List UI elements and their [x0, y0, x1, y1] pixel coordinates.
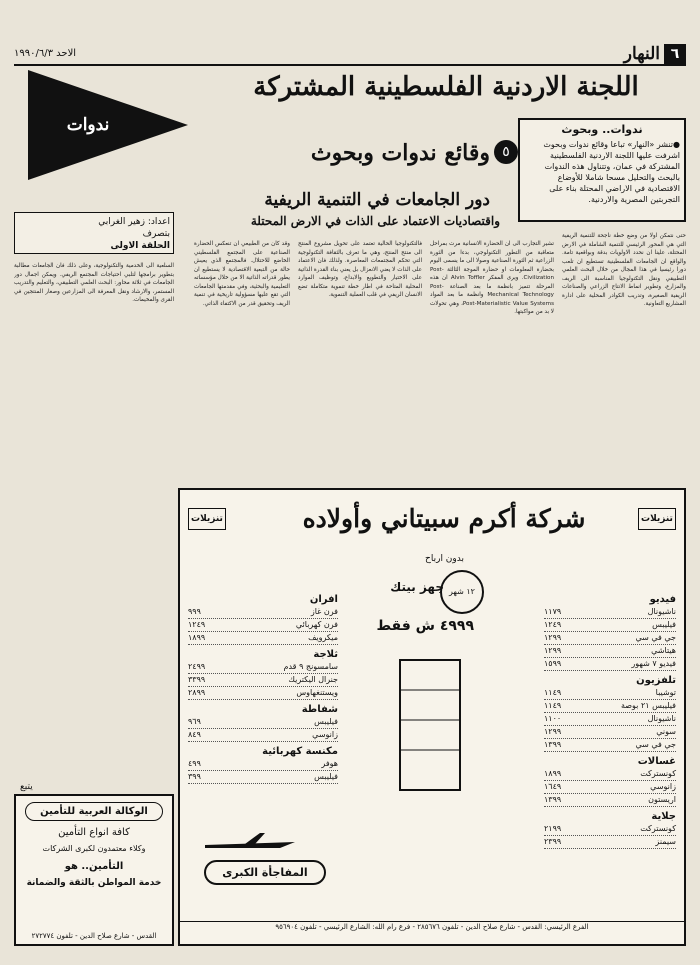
- price-item-value: ١٢٤٩: [544, 620, 562, 629]
- price-row: [188, 632, 338, 645]
- price-row: [188, 716, 338, 729]
- price-list-left: [188, 590, 338, 784]
- price-item-name: هوفر: [321, 759, 338, 768]
- price-item-value: ١٣٩٩: [544, 740, 562, 749]
- insurance-line4: خدمة المواطن بالثقة والضمانة: [26, 878, 162, 888]
- article-column-5: السلعية الى الخدمية والتكنولوجية، وعلى ذلك فان الجامعات مطالبة بتطوير برامجها لتلبي احتياجات المجتمع الريفي. ويمكن اجمال دور الجامعات في ثلاثة محاور: البحث العلمي التطبيقي، والتعليم والتدريب المستمر، والارشاد ونقل المعرفة الى المزارعين وصغار المنتجين في القرى والمخيمات.: [14, 263, 174, 303]
- price-item-name: فيليبس: [314, 717, 338, 726]
- ad-footer: الفرع الرئيسي: القدس - شارع صلاح الدين - تلفون ٢٨٥٦٧٦ - فرع رام الله: الشارع الرئيسي - تلفون ٩٥٦٩٠٤: [180, 921, 684, 944]
- price-row: [544, 606, 676, 619]
- price-item-value: ١١٧٩: [544, 607, 562, 616]
- price-item-value: ٣٩٩: [188, 772, 201, 781]
- price-row: [544, 687, 676, 700]
- insurance-title: الوكالة العربية للتأمين: [25, 802, 163, 821]
- price-row: [544, 700, 676, 713]
- price-row: [544, 781, 676, 794]
- price-item-name: فيليبس ٢١ بوصة: [620, 701, 676, 710]
- paper-name: النهار: [623, 44, 660, 64]
- insurance-line2: وكلاء معتمدون لكبرى الشركات: [42, 844, 146, 853]
- price-row: [188, 606, 338, 619]
- byline: [14, 212, 174, 254]
- price-item-name: فيليبس: [314, 772, 338, 781]
- price-item-value: ١٨٩٩: [188, 633, 206, 642]
- ad-company-name: شركة أكرم سبيتاني وأولاده: [302, 504, 586, 533]
- price-item-name: هيتاشي: [651, 646, 676, 655]
- insurance-line3: التأمين.. هو: [64, 861, 124, 872]
- series-subhead: وقائع ندوات وبحوث: [310, 140, 490, 166]
- price-row: [544, 713, 676, 726]
- intro-box-title: ندوات.. وبحوث: [561, 123, 643, 136]
- issue-date: الاحد ١٩٩٠/٦/٣: [14, 48, 77, 59]
- price-row: [188, 674, 338, 687]
- price-row: [188, 729, 338, 742]
- category-video: فيديو: [649, 594, 676, 605]
- category-dishwasher: جلاية: [651, 811, 676, 822]
- price-item-value: ١١٤٩: [544, 688, 562, 697]
- price-item-name: سوني: [656, 727, 676, 736]
- price-row: [544, 794, 676, 807]
- sale-badge-right: تنزيلات: [638, 508, 676, 530]
- price-item-name: زانوسي: [312, 730, 338, 739]
- price-item-value: ١٢٩٩: [544, 633, 562, 642]
- price-row: [544, 619, 676, 632]
- price-item-name: كونستركت: [640, 824, 676, 833]
- price-row: [188, 619, 338, 632]
- price-item-value: ٩٩٩: [188, 607, 201, 616]
- intro-box: [518, 118, 686, 222]
- article-column-1: حتى نتمكن اولا من وضع خطة ناجحة للتنمية الريفية التي هي المحور الرئيسي للتنمية الشاملة في الارض المحتلة، علينا ان نحدد الاولويات بدقة وبواقعية تامة. والواقع ان الجامعات الفلسطينية تستطيع ان تلعب دورا رئيسيا في هذا المجال من خلال البحث العلمي التطبيقي ونقل التكنولوجيا المناسبة الى الريف والمزارع، وتطوير انماط الانتاج الزراعي والصناعات الريفية الصغيرة، وتدريب الكوادر المحلية على ادارة المشاريع التعاونية.: [562, 233, 686, 307]
- price-item-name: جنرال اليكتريك: [288, 675, 338, 684]
- big-surprise: المفاجأة الكبرى: [204, 860, 326, 885]
- category-ovens: افران: [309, 594, 338, 605]
- byline-part: الحلقة الاولى: [110, 241, 170, 251]
- price-row: [544, 658, 676, 671]
- price-item-value: ٢٣٩٩: [544, 837, 562, 846]
- price-item-value: ٢٨٩٩: [188, 688, 206, 697]
- price-item-value: ١٣٩٩: [544, 795, 562, 804]
- masthead: [14, 44, 686, 66]
- price-item-value: ١١٠٠: [544, 714, 562, 723]
- price-list-right: [544, 590, 676, 849]
- price-item-name: جي في سي: [635, 740, 676, 749]
- price-item-value: ٨٤٩: [188, 730, 201, 739]
- price-item-name: فيديو ٧ شهور: [631, 659, 676, 668]
- insurance-advertisement: [14, 794, 174, 946]
- sale-badge-left: تنزيلات: [188, 508, 226, 530]
- insurance-line1: كافة انواع التأمين: [58, 827, 130, 838]
- price-item-name: كونستركت: [640, 769, 676, 778]
- article-subtitle: واقتصاديات الاعتماد على الذات في الارض المحتلة: [250, 214, 500, 228]
- offer-circle: ١٢ شهر: [440, 570, 484, 614]
- price-row: [188, 687, 338, 700]
- price-item-name: ويستنغهاوس: [296, 688, 338, 697]
- price-item-value: ١٢٩٩: [544, 727, 562, 736]
- price-item-value: ٣٣٩٩: [188, 675, 206, 684]
- price-row: [188, 771, 338, 784]
- price-item-name: زانوسي: [650, 782, 676, 791]
- price-row: [544, 739, 676, 752]
- price-item-value: ١٢٤٩: [188, 620, 206, 629]
- price-row: [188, 661, 338, 674]
- price-item-value: ٩٦٩: [188, 717, 201, 726]
- price-item-name: ميكرويف: [308, 633, 338, 642]
- article-column-3: فالتكنولوجيا الحالية تعتمد على تحويل مشروع المنتج الى منتج المنتج، وهي ما تعرف بالثقافة التكنولوجية التي تحكم المجتمعات المعاصرة. ولذلك فان الاعتماد على الذات لا يعني الانعزال بل يعني بناء القدرة الذاتية على الاختيار والتطويع والابداع، وتوظيف الموارد المحلية المتاحة في اطار خطة تنموية متكاملة تضع الانسان الريفي في قلب العملية التنموية.: [298, 241, 422, 298]
- offer-top: بدون ارباح: [425, 554, 464, 564]
- price-item-name: سامسونج ٩ قدم: [283, 662, 338, 671]
- price-item-value: ١٦٤٩: [544, 782, 562, 791]
- price-item-name: فرن غاز: [310, 607, 338, 616]
- category-tv: تلفزيون: [636, 675, 676, 686]
- offer-note: جهز بيتك: [390, 580, 444, 594]
- airplane-icon: [200, 830, 300, 860]
- continued-label: يتبع: [20, 782, 33, 792]
- price-item-name: جي في سي: [635, 633, 676, 642]
- price-item-value: ١٥٩٩: [544, 659, 562, 668]
- price-item-name: فرن كهربائي: [295, 620, 338, 629]
- price-row: [544, 632, 676, 645]
- series-number: ٥: [494, 140, 518, 164]
- price-item-name: سيمنز: [655, 837, 676, 846]
- category-fridges: ثلاجة: [313, 649, 338, 660]
- price-item-value: ١٢٩٩: [544, 646, 562, 655]
- price-row: [188, 758, 338, 771]
- page-number: ٦: [664, 44, 686, 64]
- price-item-value: ٤٩٩: [188, 759, 201, 768]
- byline-note: بتصرف: [142, 229, 170, 239]
- price-item-name: اريستون: [648, 795, 676, 804]
- price-item-name: ناشيونال: [647, 714, 676, 723]
- article-column-2: تشير التجارب الى ان الحضارة الانسانية مرت بمراحل متعاقبة من التطور التكنولوجي، بدءا من الثورة الزراعية ثم الثورة الصناعية وصولا الى ما يسمى اليوم بحضارة المعلومات او حضارة الموجة الثالثة Post-Civilization. ويرى المفكر Alvin Toffler ان هذه المرحلة تتميز بانظمة ما بعد الصناعة Post-Mechanical Technology وانظمة ما بعد المواد Post-Materialistic Value Systems، وهي تحولات لا بد من مواكبتها.: [430, 241, 554, 315]
- price-item-value: ١٨٩٩: [544, 769, 562, 778]
- price-item-name: ناشيونال: [647, 607, 676, 616]
- offer-price: ٤٩٩٩ ش فقط: [376, 618, 474, 634]
- intro-box-text: ●تنشر «النهار» تباعا وقائع ندوات وبحوث اشرفت عليها اللجنة الاردنية الفلسطينية المشتركة في عمان، وتتناول هذه الندوات بالبحث والتحليل مسحا شاملا للأوضاع الاقتصادية في الاراضي المحتلة بناء على التجربتين المصرية والاردنية.: [543, 140, 680, 204]
- section-arrow-icon: [28, 70, 188, 180]
- price-item-name: توشيبا: [655, 688, 676, 697]
- price-item-value: ٢٤٩٩: [188, 662, 206, 671]
- section-label: ندوات: [66, 115, 110, 135]
- mannequin-illustration-icon: [370, 650, 490, 810]
- price-row: [544, 645, 676, 658]
- insurance-footer: القدس - شارع صلاح الدين - تلفون ٢٧٢٧٧٤: [31, 932, 157, 940]
- article-column-4: وقد كان من الطبيعي ان تنعكس الحضارة الصناعية على المجتمع الفلسطيني الخاضع للاحتلال. فالمجتمع الذي يعيش حالة من التبعية الاقتصادية لا يستطيع ان يطور قدراته الذاتية الا من خلال مؤسساته التعليمية والبحثية، وفي مقدمتها الجامعات التي تقع عليها مسؤولية تاريخية في تنمية الريف وتحقيق قدر من الاكتفاء الذاتي.: [194, 241, 290, 307]
- category-hoods: شفاطة: [301, 704, 338, 715]
- main-headline: اللجنة الاردنية الفلسطينية المشتركة: [253, 72, 639, 102]
- article-title: دور الجامعات في التنمية الريفية: [264, 190, 490, 210]
- byline-author: اعداد: زهير الغرابي: [98, 217, 170, 227]
- price-item-name: فيليبس: [652, 620, 676, 629]
- category-washers: غسالات: [637, 756, 676, 767]
- category-vacuum: مكنسة كهربائية: [262, 746, 338, 757]
- price-row: [544, 726, 676, 739]
- price-row: [544, 823, 676, 836]
- price-row: [544, 768, 676, 781]
- price-row: [544, 836, 676, 849]
- price-item-value: ١١٤٩: [544, 701, 562, 710]
- price-item-value: ٢١٩٩: [544, 824, 562, 833]
- appliance-advertisement: [178, 488, 686, 946]
